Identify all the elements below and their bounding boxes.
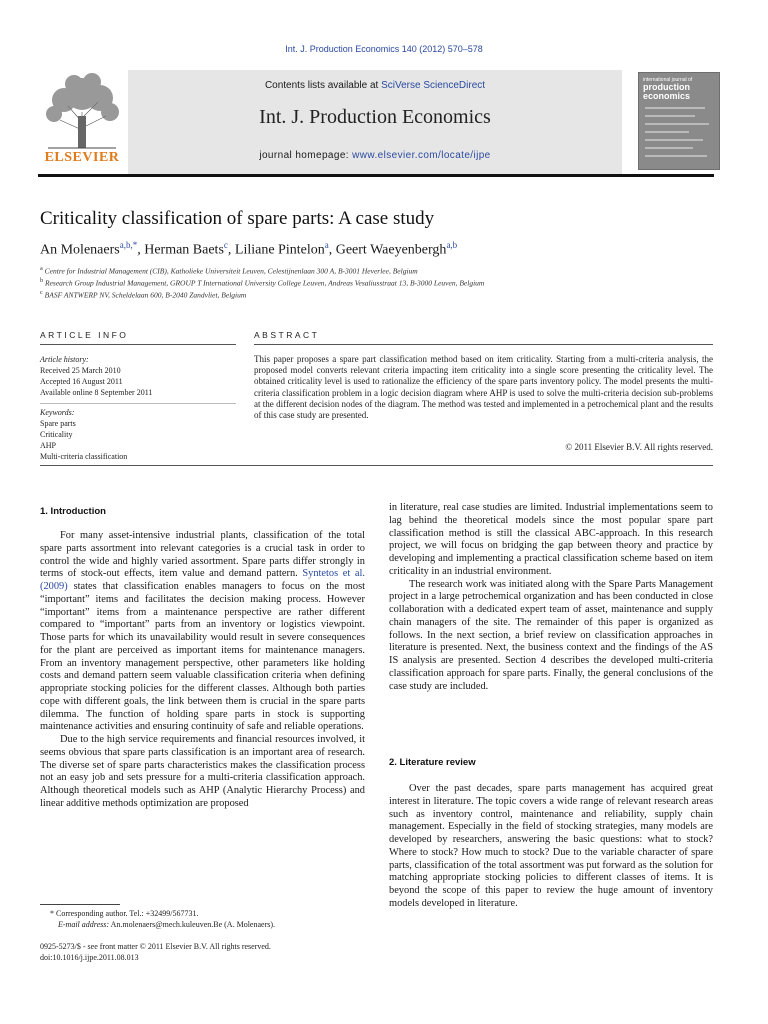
email-address[interactable]: An.molenaers@mech.kuleuven.Be (A. Molenaers). bbox=[109, 920, 276, 929]
journal-reference[interactable]: Int. J. Production Economics 140 (2012) 570–578 bbox=[285, 44, 483, 54]
cover-decoration bbox=[645, 107, 705, 109]
author-name: Geert Waeyenbergh bbox=[335, 242, 447, 258]
section-heading-introduction: 1. Introduction bbox=[40, 506, 106, 517]
citation-link[interactable]: Syntetos et al. (2009) bbox=[40, 568, 365, 592]
cover-line3: economics bbox=[643, 91, 691, 101]
section-heading-literature-review: 2. Literature review bbox=[389, 757, 476, 768]
keyword: Spare parts bbox=[40, 419, 76, 428]
front-matter bbox=[40, 941, 370, 963]
keyword: Multi-criteria classification bbox=[40, 452, 128, 461]
column-right bbox=[389, 502, 713, 693]
affiliation-text: Centre for Industrial Management (CIB), Katholieke Universiteit Leuven, Celestijnenlaan 300 A, B-3001 Heverlee, Belgium bbox=[44, 266, 418, 276]
tree-icon bbox=[38, 72, 126, 150]
column-right-lower bbox=[389, 783, 713, 911]
paper-title: Criticality classification of spare parts: A case study bbox=[40, 208, 435, 229]
history-item: Received 25 March 2010 bbox=[40, 366, 121, 375]
journal-name: Int. J. Production Economics bbox=[259, 106, 491, 128]
history-item: Available online 8 September 2011 bbox=[40, 388, 153, 397]
cover-decoration bbox=[645, 115, 695, 117]
abstract-heading: ABSTRACT bbox=[254, 330, 320, 340]
homepage-line bbox=[128, 150, 622, 161]
author-affiliation-mark[interactable]: c bbox=[223, 240, 228, 250]
text-run: For many asset-intensive industrial plants, classification of the total spare parts assortment into relevant categories is a crucial task in order to control the wide and highly varied assortment. Spare parts differ strongly in terms of stock-out effects, item value and demand pattern. bbox=[40, 530, 365, 580]
cover-decoration bbox=[645, 155, 707, 157]
info-separator bbox=[40, 403, 236, 404]
affiliation bbox=[40, 265, 418, 276]
header-divider bbox=[38, 174, 714, 177]
history-label: Article history: bbox=[40, 355, 89, 364]
affiliation-mark: a bbox=[40, 265, 43, 272]
cover-title bbox=[643, 77, 715, 101]
keywords bbox=[40, 407, 236, 462]
article-info-rule bbox=[40, 344, 236, 345]
corresponding-author: * Corresponding author. Tel.: +32499/567731. bbox=[50, 909, 199, 918]
author-affiliation-mark[interactable]: a,b bbox=[446, 240, 458, 250]
cover-decoration bbox=[645, 123, 709, 125]
author-name: Herman Baets bbox=[144, 242, 224, 258]
keyword: AHP bbox=[40, 441, 57, 450]
article-history bbox=[40, 354, 236, 398]
paragraph: Due to the high service requirements and financial resources involved, it seems obvious that spare parts classification is an important area of research. The diverse set of spare parts characteristics makes the classification process not an easy job and sets pressure for a multi-criteria classification approach. Although theoretical models such as AHP (Analytic Hierarchy Process) and linear additive methods optimization are proposed bbox=[40, 734, 365, 809]
abstract-rule bbox=[254, 344, 713, 345]
affiliation-text: Research Group Industrial Management, GROUP T International University College Leuven, Andreas Vesaliusstraat 13, B-3000 Leuven, Belgium bbox=[45, 278, 485, 288]
footnote-corresponding bbox=[50, 908, 370, 930]
author-affiliation-mark[interactable]: a bbox=[324, 240, 329, 250]
affiliation-mark: b bbox=[40, 277, 44, 284]
cover-line1: international journal of bbox=[643, 77, 693, 83]
column-left bbox=[40, 530, 365, 811]
homepage-link[interactable]: www.elsevier.com/locate/ijpe bbox=[352, 150, 491, 161]
affiliation bbox=[40, 289, 246, 300]
author-name: An Molenaers bbox=[40, 242, 120, 258]
abstract-bottom-rule bbox=[40, 465, 713, 466]
contents-line bbox=[128, 80, 622, 91]
cover-decoration bbox=[645, 147, 693, 149]
affiliation-text: BASF ANTWERP NV, Scheldelaan 600, B-2040 Zandvliet, Belgium bbox=[44, 290, 247, 300]
sciencedirect-link[interactable]: SciVerse ScienceDirect bbox=[381, 80, 486, 91]
elsevier-logo bbox=[38, 72, 126, 166]
cover-decoration bbox=[645, 131, 689, 133]
doi-link[interactable]: doi:10.1016/j.ijpe.2011.08.013 bbox=[40, 953, 139, 962]
paragraph: in literature, real case studies are limited. Industrial implementations seem to lag behind the theoretical models since the most popular spare part classification method is still the classical ABC-approach. In this research project, we will focus on bridging the gap between theory and practice by developing and implementing a practical classification scheme based on item criticality in an industrial environment. bbox=[389, 502, 713, 577]
author-list: An Molenaers$^{a,b,*}$, Herman Baets$^c$, Liliane Pintelon$^a$, Geert Waeyenbergh$^{a,b}$ bbox=[40, 240, 458, 258]
history-item: Accepted 16 August 2011 bbox=[40, 377, 123, 386]
author-affiliation-mark[interactable]: a,b,* bbox=[119, 240, 138, 250]
keywords-label: Keywords: bbox=[40, 408, 75, 417]
journal-cover-image bbox=[638, 72, 720, 170]
homepage-prefix: journal homepage: bbox=[259, 150, 353, 161]
contents-prefix: Contents lists available at bbox=[264, 80, 382, 91]
text-run: states that classification enables managers to focus on the most “important” items and facilitates the decision making process. However “important” items from a maintenance perspective are rather different compared to “important” parts from an inventory or logistics viewpoint. Those parts for which its unavailability would result in severe consequences for the plant are perceived as important items for maintenance managers. From an inventory management perspective, other parameters like holding costs and demand pattern seem valuable classification criteria when defining appropriate stocking policies for the different classes. Although both parties cope with different goals, the link between them is crucial in the spare parts dilemma. The function of holding spare parts in stock is supporting maintenance activities and ensuring continuity of safe and reliable operations. bbox=[40, 581, 365, 733]
author-name: Liliane Pintelon bbox=[234, 242, 325, 258]
abstract-text: This paper proposes a spare part classification method based on item criticality. Starting from a multi-criteria analysis, the proposed model converts relevant criteria impacting item criticality into a single score presenting the criticality level. The obtained criticality level is used to rationalize the efficiency of the spare parts inventory policy. The model presents the multi-criteria classification problem in a logic decision diagram where AHP is used to solve the multi-criteria decision sub-problems at the different decision nodes of the diagram. The method was tested and implemented in a petrochemical plant and the results of this case study are presented. bbox=[254, 354, 713, 421]
affiliation bbox=[40, 277, 484, 288]
affiliation-mark: c bbox=[40, 289, 43, 296]
abstract-copyright: © 2011 Elsevier B.V. All rights reserved. bbox=[565, 442, 713, 452]
cover-line2: production bbox=[643, 82, 690, 92]
paragraph bbox=[40, 530, 365, 734]
keyword: Criticality bbox=[40, 430, 73, 439]
paragraph: Over the past decades, spare parts management has acquired great interest in literature. The topic covers a wide range of relevant research areas such as inventory control, maintenance and reliability, supply chain management. Especially in the field of stocking strategies, many models are developed by researchers, answering the basic questions: what to stock? Where to stock? How much to stock? Due to the variable character of spare parts, classification of the total assortment was put forward as the solution for matching appropriate stocking policies to different classes of items. It is beyond the scope of this paper to review the huge amount of inventory models developed in literature. bbox=[389, 783, 713, 909]
article-info-heading: ARTICLE INFO bbox=[40, 330, 129, 340]
cover-decoration bbox=[645, 139, 703, 141]
paragraph: The research work was initiated along with the Spare Parts Management project in a large petrochemical organization and has been conducted in close collaboration with a dedicated expert team of asset, maintenance and supply chain managers of the site. The remainder of this paper is organized as follows. In the next section, a brief review on classification approaches in literature is presented. Next, the business context and the findings of the AS IS analysis are presented. Section 4 describes the developed multi-criteria classification approach for spare parts. Finally, the general conclusions of the case study are included. bbox=[389, 578, 713, 692]
footnote-rule bbox=[40, 904, 120, 905]
publisher-name: ELSEVIER bbox=[44, 150, 120, 165]
issn-line: 0925-5273/$ - see front matter © 2011 Elsevier B.V. All rights reserved. bbox=[40, 942, 271, 951]
email-label: E-mail address: bbox=[58, 920, 110, 929]
